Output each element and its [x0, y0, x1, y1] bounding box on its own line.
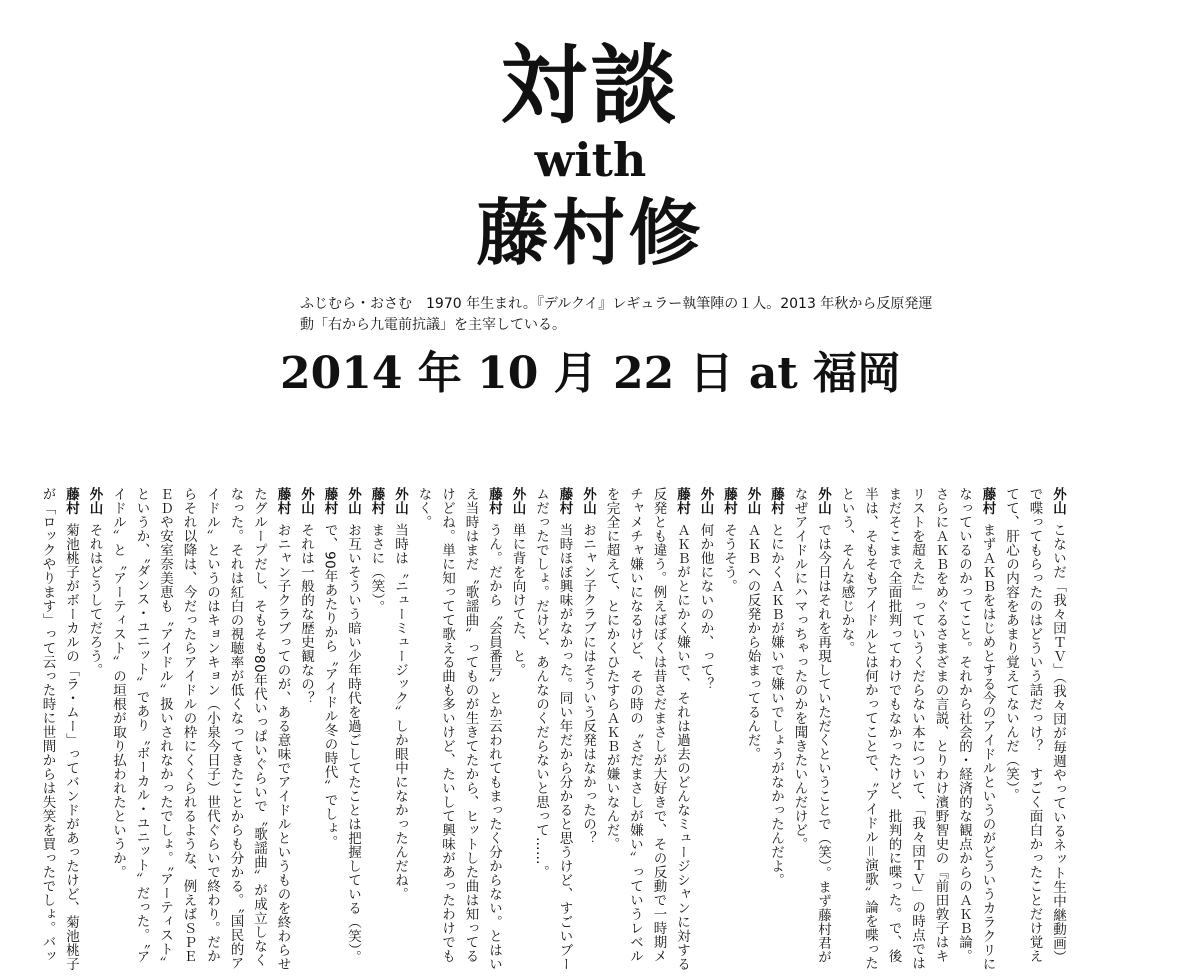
guest-bio: ふじむら・おさむ 1970 年生まれ。『デルクイ』レギュラー執筆陣の１人。2013 年秋から反原発運動「右から九電前抗議」を主宰している。 — [300, 296, 933, 333]
speech-text: それは一般的な歴史観なの？ — [298, 523, 314, 706]
speech-text: 単に背を向けてた、と。 — [509, 523, 526, 678]
dialogue-line — [35, 487, 82, 973]
speech-text: まずＡＫＢをはじめとする今のアイドルというのがどういうカラクリになっているのかってこと。それから社会的・経済的な観点からのＡＫＢ論。さらにＡＫＢをめぐるさまざまの言説、とりわけ濱野智史の『前田敦子はキリストを超えた』っていうくだらない本について、「我々団ＴＶ」の時点ではまだそこまで全面批判ってわけでもなかったけど、批判的に喋った。で、後半は、そもそもアイドルとは何かってことで、〝アイドル＝演歌〟論を喋ったという、そんな感じかな。 — [838, 487, 996, 972]
speaker-name: 外山 — [345, 487, 361, 515]
dialogue-line — [764, 487, 788, 973]
speaker-name: 外山 — [815, 487, 831, 515]
dialogue-line — [999, 487, 1070, 973]
speaker-name: 藤村 — [556, 487, 573, 515]
speech-text: 当時ほぼ興味がなかった。同い年だから分かると思うけど、すごいブームだったでしょ。だけど、あんなのくだらないと思って……。 — [533, 487, 573, 972]
dialogue-line — [599, 487, 693, 973]
speaker-name: 外山 — [580, 487, 596, 515]
speech-text: では今日はそれを再現していただくということで（笑）。まず藤村君がなぜアイドルにハマっちゃったのかを聞きたいんだけど。 — [791, 487, 831, 965]
speech-text: お互いそういう暗い少年時代を過ごしてたことは把握している（笑）。 — [345, 523, 361, 965]
speech-text: 菊池桃子がボーカルの「ラ・ムー」ってバンドがあったけど、菊池桃子が「ロックやります」って云った時に世間からは失笑を買ったでしょ。バッ — [39, 487, 79, 972]
speech-text: まさに（笑）。 — [368, 523, 385, 615]
dialogue-line — [411, 487, 505, 973]
dialogue-body — [39, 487, 1069, 973]
speech-text: ＡＫＢがとにかく嫌いで、それは過去のどんなミュージシャンに対する反発とも違う。例えばぼくは昔さだまさしが大好きで、その反動で一時期メチャメチャ嫌いになるけど、その時の〝さだまさしが嫌い〟っていうレベルを完全に超えて、とにかくひたすらＡＫＢが嫌いなんだ。 — [603, 487, 690, 972]
speech-text: おニャン子クラブにはそういう反発はなかったの？ — [580, 523, 596, 846]
speech-text: こないだ「我々団ＴＶ」（我々団が毎週やっているネット生中継動画）で喋ってもらったのはどういう話だっけ？ すごく面白かったことだけ覚えてて、肝心の内容をあまり覚えてないんだ（笑）。 — [1003, 487, 1066, 965]
title-main: 対談 — [500, 36, 681, 136]
interview-date: 2014 年 10 月 22 日 at 福岡 — [280, 348, 901, 399]
speaker-name: 外山 — [86, 487, 103, 515]
dialogue-line — [364, 487, 388, 973]
dialogue-line — [294, 487, 318, 973]
speaker-name: 藤村 — [368, 487, 385, 515]
speech-text: 何か他にないのか、って？ — [697, 523, 714, 692]
dialogue-line — [787, 487, 834, 973]
dialogue-line — [834, 487, 999, 973]
speech-text: うん。だから〝会員番号〟とか云われてもまったく分からない。とはいえ当時はまだ〝歌謡曲〟ってものが生きてたから、ヒットした曲は知ってるけどね。単に知ってて歌える曲も多いけど、たいして興味があったわけでもなく。 — [415, 487, 502, 972]
speech-text: とにかくＡＫＢが嫌いで嫌いでしょうがなかったんだよ。 — [768, 523, 784, 888]
speaker-name: 藤村 — [674, 487, 690, 515]
speaker-name: 外山 — [509, 487, 526, 515]
dialogue-line — [341, 487, 365, 973]
speaker-name: 外山 — [1050, 487, 1066, 515]
speech-text: そうそう。 — [721, 523, 737, 594]
speaker-name: 藤村 — [321, 487, 338, 515]
speaker-name: 藤村 — [979, 487, 996, 515]
speech-text: おニャン子クラブってのが、ある意味でアイドルというものを終わらせたグループだし、そもそも80年代いっぱいぐらいで〝歌謡曲〟が成立しなくなった。それは紅白の視聴率が低くなってきたことからも分かる。〝国民的アイドル〟というのはキョンキョン（小泉今日子）世代ぐらいで終わり。だからそれ以降は、今だったらアイドルの枠にくくられるような、例えばＳＰＥＥＤや安室奈美恵も〝アイドル〟扱いされなかったでしょ。〝アーティスト〟というか、〝ダンス・ユニット〟であり〝ボーカル・ユニット〟だった。〝アイドル〟と〝アーティスト〟の垣根が取り払われたというか。 — [110, 487, 291, 972]
speaker-name: 外山 — [298, 487, 314, 515]
dialogue-line — [740, 487, 764, 973]
dialogue-line — [388, 487, 412, 973]
dialogue-line — [106, 487, 294, 973]
speaker-name: 外山 — [697, 487, 714, 515]
dialogue-line — [717, 487, 741, 973]
speaker-name: 藤村 — [63, 487, 79, 515]
dialogue-line — [693, 487, 717, 973]
speech-text: ＡＫＢへの反発から始まってるんだ。 — [744, 523, 761, 762]
dialogue-line — [505, 487, 529, 973]
dialogue-line — [529, 487, 576, 973]
speaker-name: 藤村 — [721, 487, 737, 515]
speech-text: で、90年あたりから〝アイドル冬の時代〟でしょ。 — [321, 523, 338, 850]
title-guest-name: 藤村修 — [476, 191, 705, 275]
speaker-name: 外山 — [744, 487, 761, 515]
speech-text: 当時は〝ニューミュージック〟しか眼中になかったんだね。 — [392, 523, 408, 902]
dialogue-line — [82, 487, 106, 973]
title-with: with — [534, 133, 647, 187]
dialogue-line — [576, 487, 600, 973]
speech-text: それはどうしてだろう。 — [86, 523, 103, 678]
speaker-name: 藤村 — [274, 487, 291, 515]
dialogue-line — [317, 487, 341, 973]
speaker-name: 外山 — [392, 487, 408, 515]
speaker-name: 藤村 — [768, 487, 784, 515]
speaker-name: 藤村 — [486, 487, 502, 515]
